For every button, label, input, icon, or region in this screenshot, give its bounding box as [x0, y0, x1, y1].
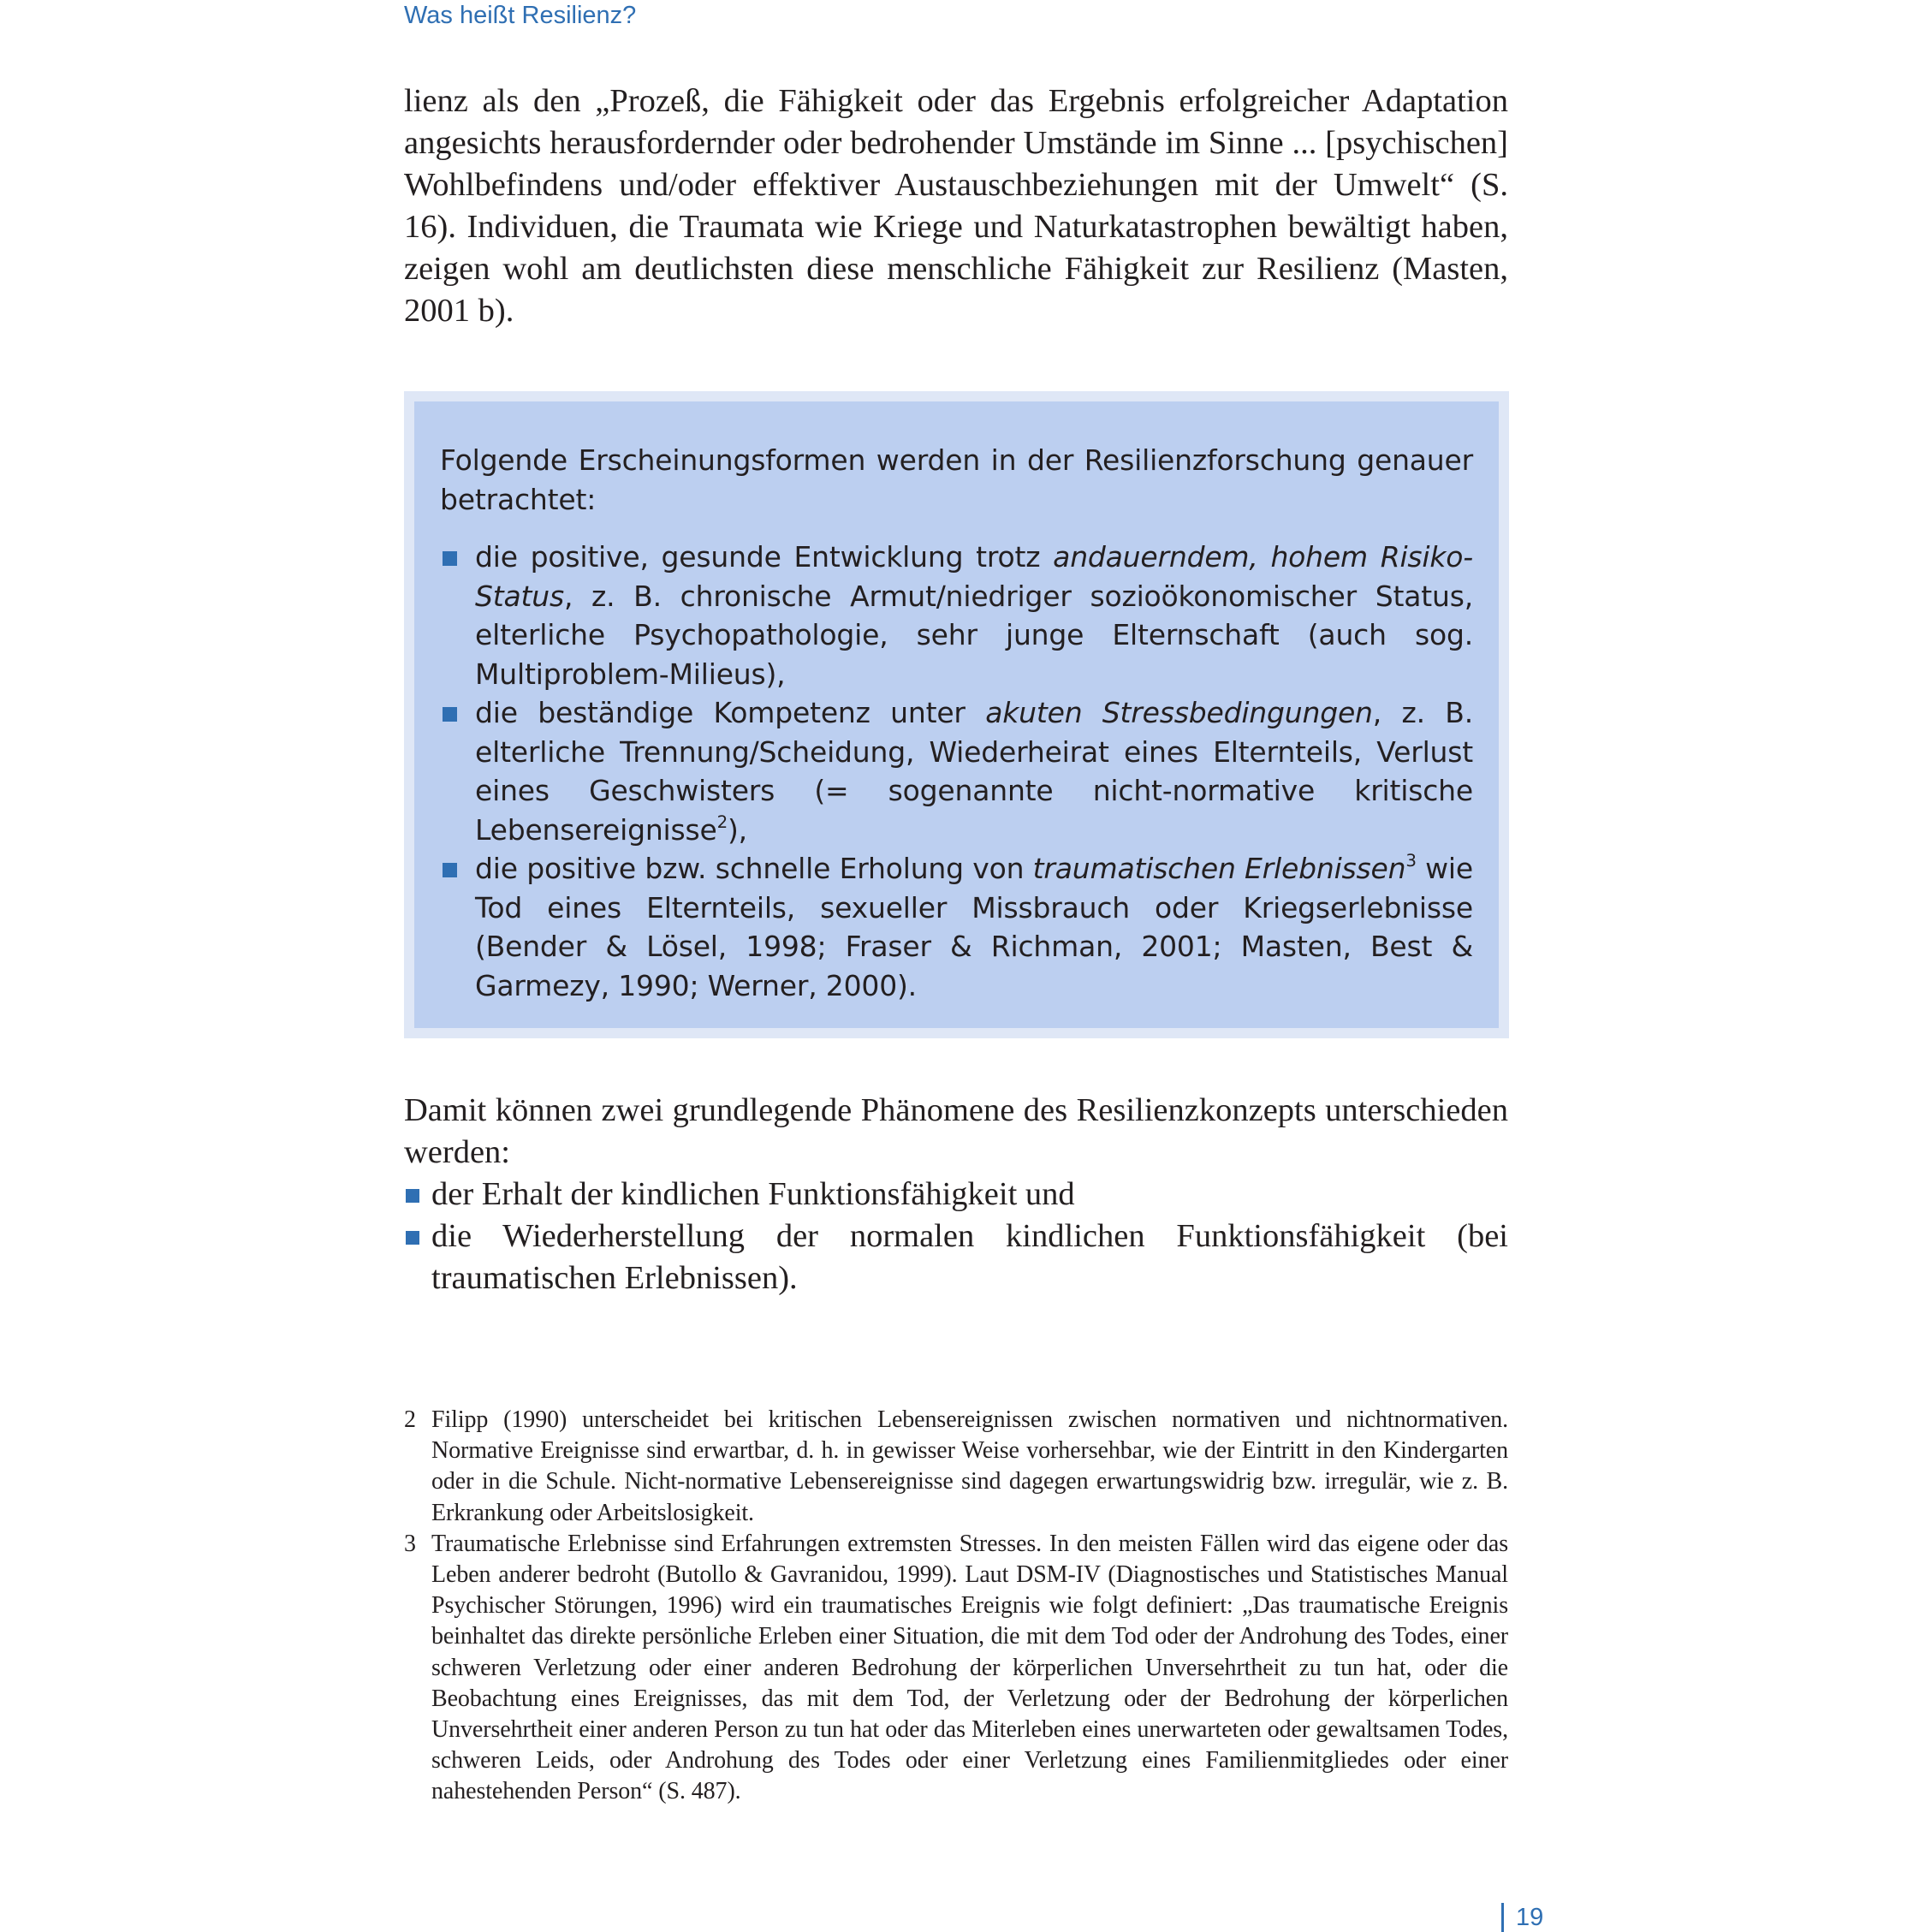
body-paragraph-top: lienz als den „Prozeß, die Fähigkeit oder das Ergebnis erfolgreicher Adaptation angesichts herausfordernder oder bedrohender Umstände im Sinne ... [psychischen] Wohlbefindens und/oder effektiver Austauschbeziehungen mit der Umwelt“ (S. 16). Individuen, die Traumata wie Kriege und Naturkatastrophen bewältigt haben, zeigen wohl am deutlichsten diese menschliche Fähigkeit zur Resilienz (Masten, 2001 b).	[404, 83, 1508, 329]
body-list	[404, 1174, 1508, 1299]
list-item-text: die positive bzw. schnelle Erholung von	[475, 852, 1033, 885]
list-item-text: die beständige Kompetenz unter	[475, 696, 986, 729]
square-bullet-icon	[443, 551, 457, 566]
body-paragraph-intro: Damit können zwei grundlegende Phänomene des Resilienzkonzepts unterschieden werden:	[404, 1092, 1508, 1170]
list-item-text: ),	[728, 812, 747, 847]
info-box-list-item	[440, 693, 1473, 849]
square-bullet-icon	[443, 707, 457, 722]
body-paragraph-bottom	[404, 1090, 1508, 1299]
footnote-text: Traumatische Erlebnisse sind Erfahrungen extremsten Stresses. In den meisten Fällen wird das eigene oder das Leben anderer bedroht (Butollo & Gavranidou, 1999). Laut DSM-IV (Diagnostisches und Statistisches Manual Psychischer Störungen, 1996) wird ein traumatisches Ereignis wie folgt definiert: „Das traumatische Ereignis beinhaltet das direkte persönliche Erleben einer Situation, die mit dem Tod oder der Androhung des Todes, einer schweren Verletzung oder einer anderen Bedrohung der körperlichen Unversehrtheit zu tun hat, oder die Beobachtung eines Ereignisses, das mit dem Tod, der Verletzung oder der Bedrohung der körperlichen Unversehrtheit einer anderen Person zu tun hat oder das Miterleben eines unerwarteten oder gewaltsamen Todes, schweren Leids, oder Androhung des Todes oder einer Verletzung eines Familienmitgliedes oder einer nahestehenden Person“ (S. 487).	[431, 1530, 1508, 1805]
info-box-panel	[414, 401, 1499, 1028]
footnote	[404, 1529, 1508, 1808]
list-item-emphasis: akuten Stressbedingungen	[985, 696, 1373, 729]
body-list-item	[404, 1174, 1508, 1216]
footnote	[404, 1405, 1508, 1529]
footnote-number: 3	[404, 1530, 416, 1557]
footnote-number: 2	[404, 1406, 416, 1433]
running-head: Was heißt Resilienz?	[404, 2, 637, 29]
list-item-text: der Erhalt der kindlichen Funktionsfähigkeit und	[431, 1176, 1075, 1212]
list-item-text: die positive, gesunde Entwicklung trotz	[475, 540, 1054, 574]
square-bullet-icon	[406, 1231, 419, 1245]
footnote-ref: 2	[716, 811, 728, 832]
footnote-text: Filipp (1990) unterscheidet bei kritischen Lebensereignissen zwischen normativen und nichtnormativen. Normative Ereignisse sind erwartbar, d. h. in gewisser Weise vorhersehbar, wie der Eintritt in den Kindergarten oder in die Schule. Nicht-normative Lebensereignisse sind dagegen erwartungswidrig bzw. irregulär, wie z. B. Erkrankung oder Arbeitslosigkeit.	[431, 1406, 1508, 1526]
square-bullet-icon	[443, 863, 457, 877]
info-box-list-item	[440, 849, 1473, 1005]
list-item-text: wie Tod eines Elternteils, sexueller Missbrauch oder Kriegserlebnisse (Bender & Lösel, 1998; Fraser & Richman, 2001; Masten, Best & Garmezy, 1990; Werner, 2000).	[475, 852, 1474, 1002]
body-list-item	[404, 1216, 1508, 1299]
list-item-emphasis: andauerndem, hohem Risiko-Status	[475, 540, 1473, 613]
info-box	[404, 391, 1509, 1038]
list-item-text: , z. B. elterliche Trennung/Scheidung, Wiederheirat eines Elternteils, Verlust eines Geschwisters (= sogenannte nicht-normative kritische Lebensereignisse	[475, 696, 1474, 847]
info-box-intro: Folgende Erscheinungsformen werden in der Resilienzforschung genauer betrachtet:	[440, 443, 1473, 516]
info-box-list-item	[440, 538, 1473, 693]
list-item-text: , z. B. chronische Armut/niedriger sozioökonomischer Status, elterliche Psychopathologie, sehr junge Elternschaft (auch sog. Multiproblem-Milieus),	[475, 579, 1473, 691]
info-box-content	[440, 441, 1473, 1005]
list-item-emphasis: traumatischen Erlebnissen	[1032, 852, 1406, 885]
footnote-ref: 3	[1405, 851, 1417, 871]
square-bullet-icon	[406, 1189, 419, 1203]
page-number: 19	[1501, 1903, 1543, 1932]
info-box-list	[440, 538, 1473, 1005]
list-item-text: die Wiederherstellung der normalen kindlichen Funktionsfähigkeit (bei traumatischen Erlebnissen).	[431, 1218, 1508, 1296]
footnotes	[404, 1405, 1508, 1808]
